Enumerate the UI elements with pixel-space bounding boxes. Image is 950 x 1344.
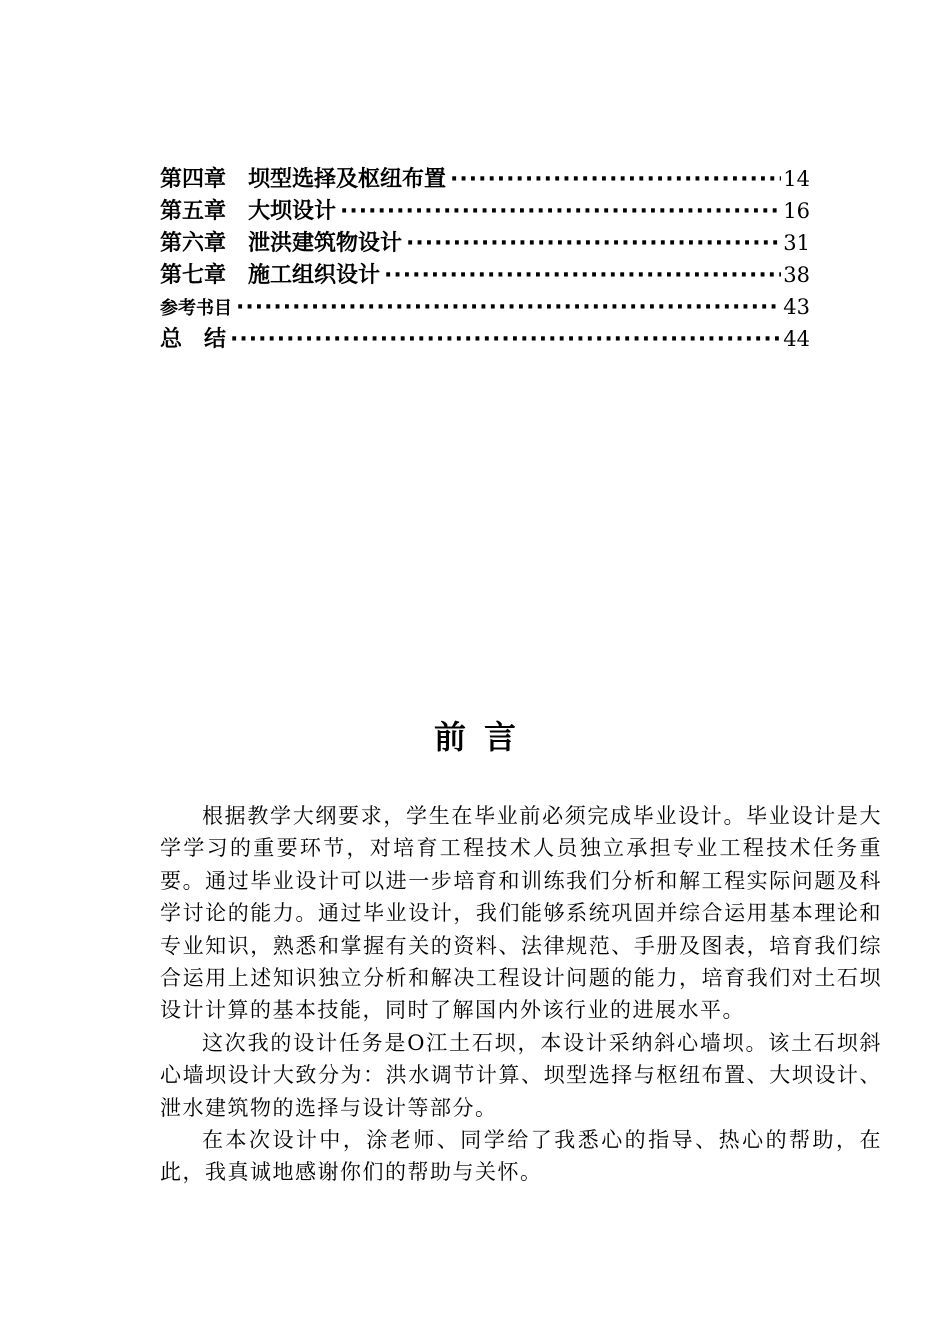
toc-entry-label: 总 结 bbox=[160, 327, 227, 352]
toc-entry-chapter-7[interactable] bbox=[160, 259, 810, 291]
toc-entry-label: 第七章 施工组织设计 bbox=[160, 263, 381, 288]
toc-dot-leader bbox=[384, 260, 781, 292]
toc-dot-leader bbox=[406, 228, 781, 260]
toc-entry-label: 第六章 泄洪建筑物设计 bbox=[160, 231, 403, 256]
preface-body bbox=[160, 800, 882, 1189]
toc-entry-chapter-4[interactable] bbox=[160, 163, 810, 195]
toc-page-number: 44 bbox=[783, 327, 810, 351]
toc-dot-leader bbox=[450, 164, 781, 196]
toc-page-number: 38 bbox=[783, 263, 810, 287]
toc-entry-label: 第四章 坝型选择及枢纽布置 bbox=[160, 167, 447, 192]
toc-entry-chapter-6[interactable] bbox=[160, 227, 810, 259]
toc-entry-label: 第五章 大坝设计 bbox=[160, 199, 337, 224]
preface-paragraph: 根据教学大纲要求，学生在毕业前必须完成毕业设计。毕业设计是大学学习的重要环节，对培育工程技术人员独立承担专业工程技术任务重要。通过毕业设计可以进一步培育和训练我们分析和解工程实际问题及科学讨论的能力。通过毕业设计，我们能够系统巩固并综合运用基本理论和专业知识，熟悉和掌握有关的资料、法律规范、手册及图表，培育我们综合运用上述知识独立分析和解决工程设计问题的能力，培育我们对土石坝设计计算的基本技能，同时了解国内外该行业的进展水平。 bbox=[160, 804, 882, 1023]
toc-dot-leader bbox=[236, 292, 781, 324]
preface-paragraph: 在本次设计中，涂老师、同学给了我悉心的指导、热心的帮助，在此，我真诚地感谢你们的帮助与关怀。 bbox=[160, 1128, 882, 1185]
toc-entry-label: 参考书目 bbox=[160, 298, 232, 319]
toc-entry-summary[interactable] bbox=[160, 323, 810, 355]
toc-dot-leader bbox=[230, 324, 781, 356]
toc-page-number: 16 bbox=[783, 199, 810, 223]
toc-page-number: 31 bbox=[783, 231, 810, 255]
toc-page-number: 14 bbox=[783, 167, 810, 191]
preface-heading: 前言 bbox=[433, 718, 534, 756]
preface-paragraph: 这次我的设计任务是O江土石坝，本设计采纳斜心墙坝。该土石坝斜心墙坝设计大致分为：洪水调节计算、坝型选择与枢纽布置、大坝设计、泄水建筑物的选择与设计等部分。 bbox=[160, 1030, 882, 1120]
toc-dot-leader bbox=[340, 196, 781, 228]
toc-entry-chapter-5[interactable] bbox=[160, 195, 810, 227]
table-of-contents bbox=[160, 163, 810, 355]
toc-page-number: 43 bbox=[783, 295, 810, 319]
toc-entry-references[interactable] bbox=[160, 291, 810, 323]
